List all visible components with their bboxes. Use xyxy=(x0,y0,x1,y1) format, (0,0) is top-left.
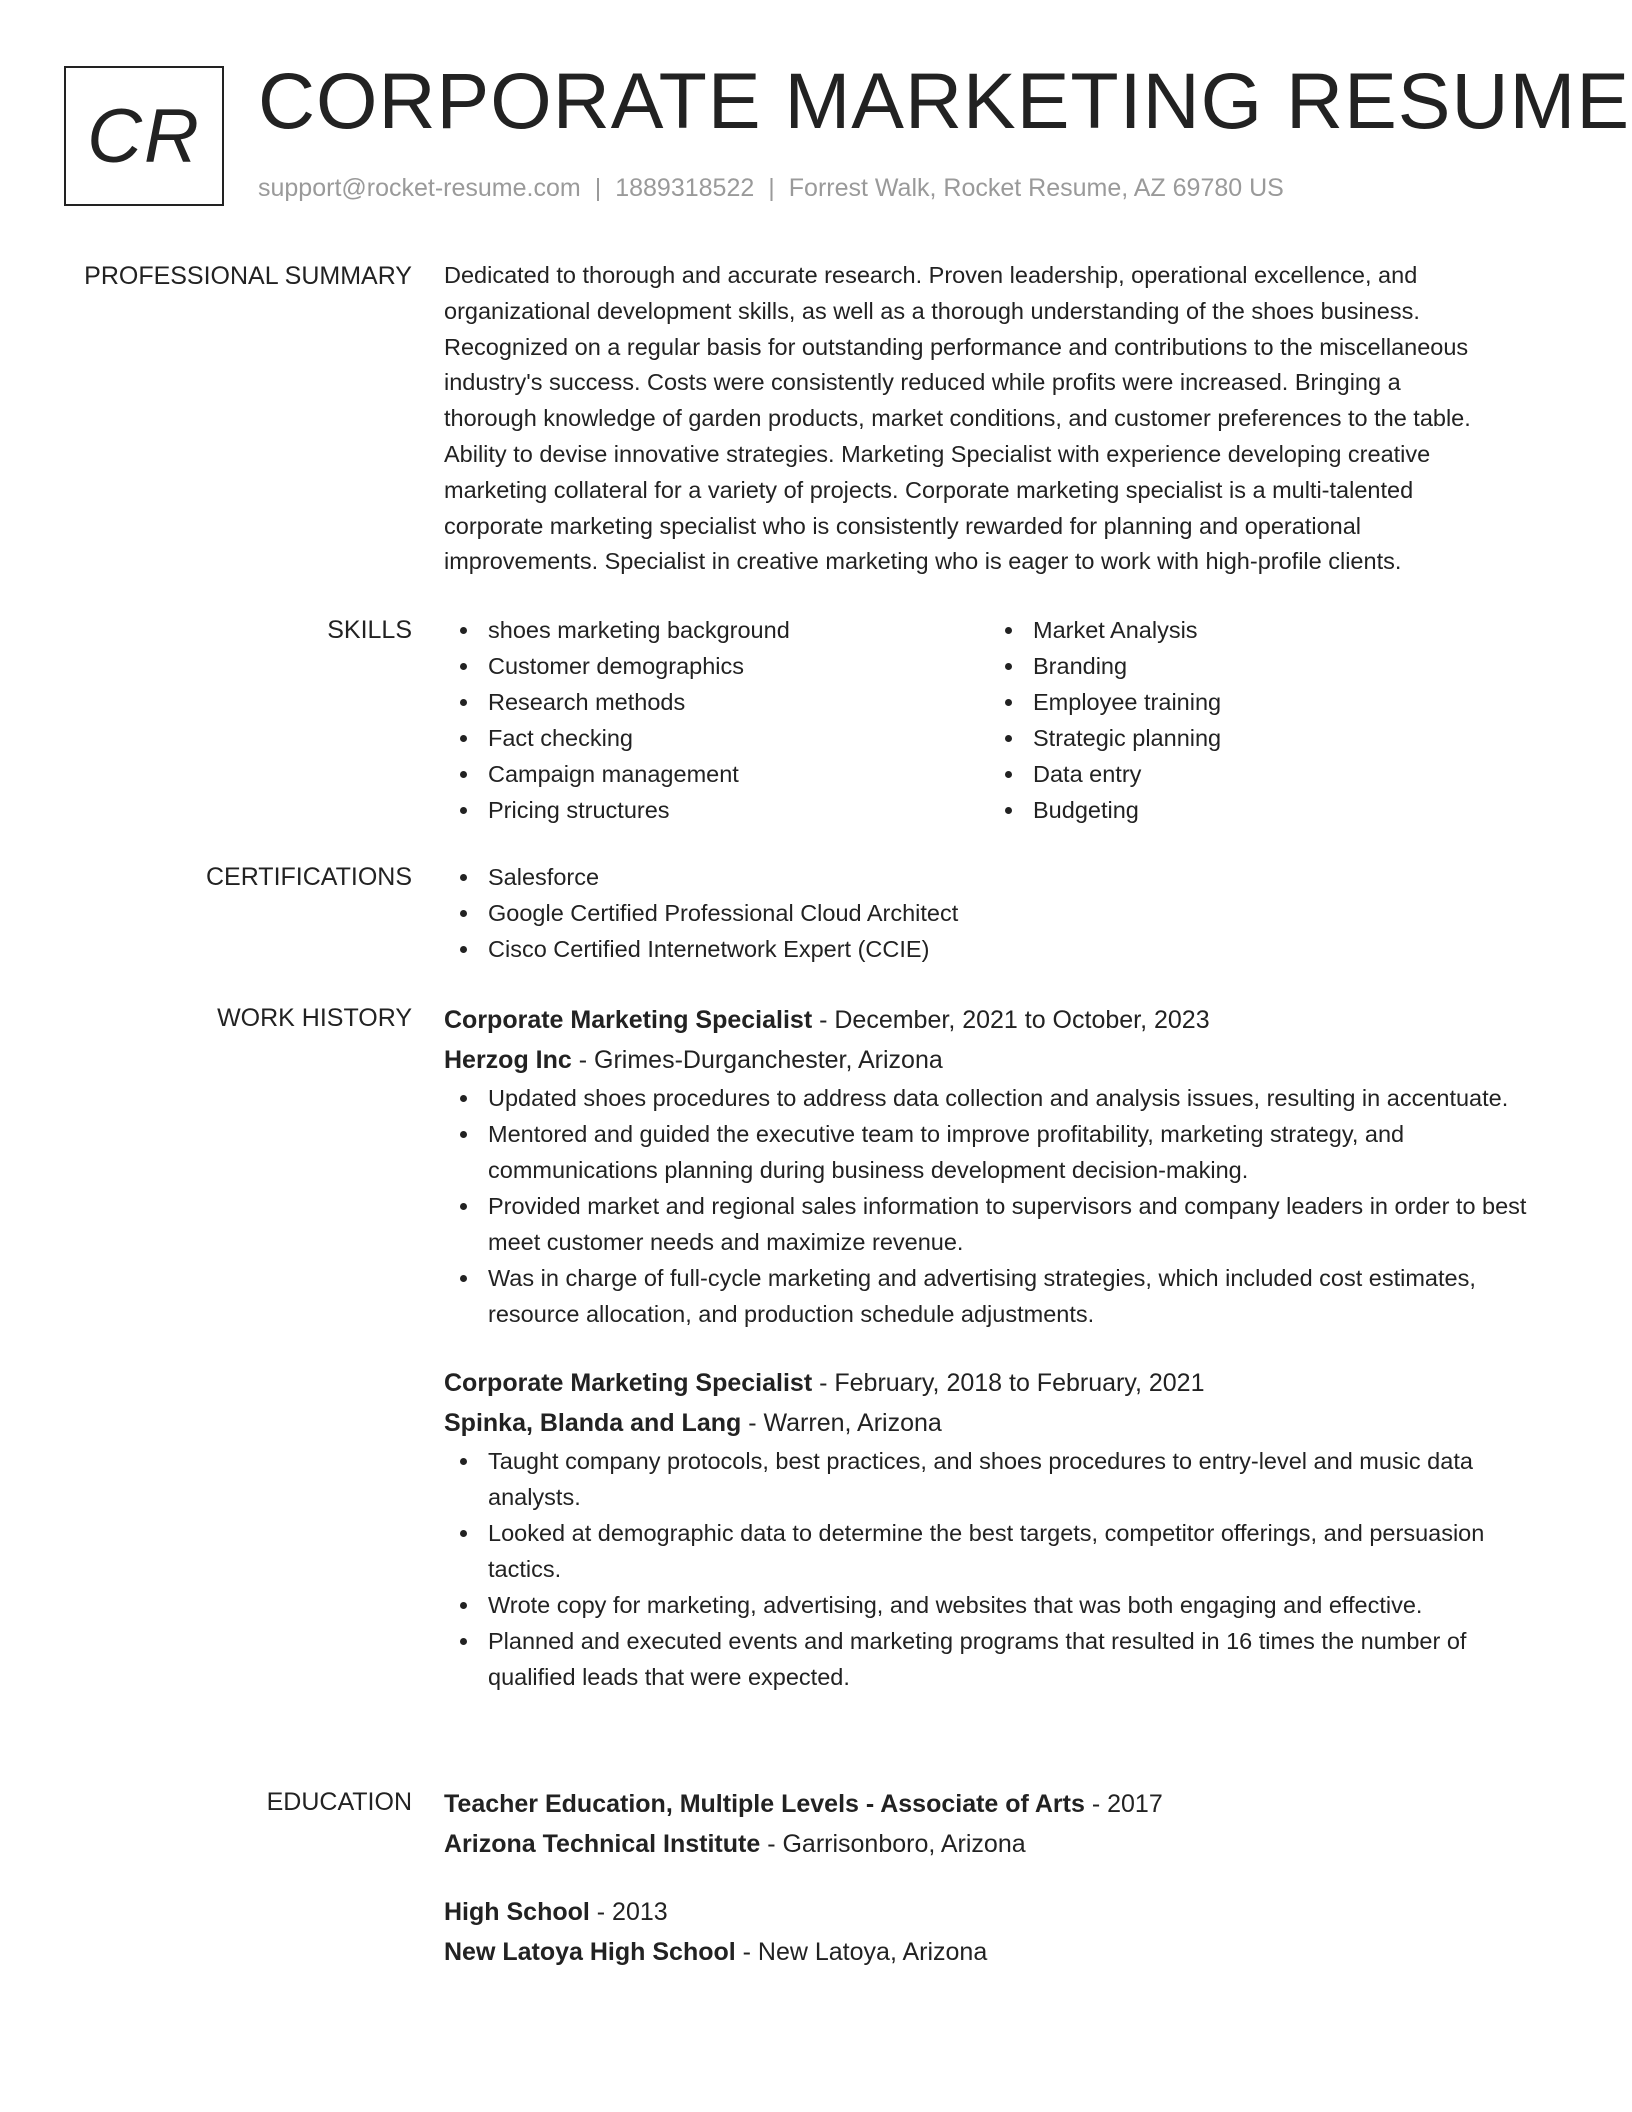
job-location: - Warren, Arizona xyxy=(741,1409,942,1437)
job-dates: - February, 2018 to February, 2021 xyxy=(812,1369,1205,1397)
job-duty: Wrote copy for marketing, advertising, and websites that was both engaging and effective. xyxy=(444,1587,1544,1623)
job-entry xyxy=(444,1000,1544,1332)
education-body xyxy=(444,1784,1544,1972)
job-duty: Updated shoes procedures to address data collection and analysis issues, resulting in accentuate. xyxy=(444,1080,1544,1116)
job-duty: Taught company protocols, best practices, and shoes procedures to entry-level and music data analysts. xyxy=(444,1443,1544,1515)
skill-item: Branding xyxy=(989,648,1534,684)
summary-line: marketing collateral for a variety of projects. Corporate marketing specialist is a multi-talented xyxy=(444,476,1414,503)
section-label: WORK HISTORY xyxy=(217,1004,412,1032)
skills-list-right xyxy=(989,612,1534,828)
job-duty: Planned and executed events and marketing programs that resulted in 16 times the number of qualified leads that were expected. xyxy=(444,1623,1544,1695)
education-entry xyxy=(444,1784,1544,1864)
job-title-line xyxy=(444,1363,1544,1403)
contact-line xyxy=(258,174,1284,203)
summary-text xyxy=(444,258,1544,580)
monogram-box xyxy=(64,66,224,206)
summary-line: corporate marketing specialist who is consistently rewarded for planning and operational xyxy=(444,512,1362,539)
monogram-initials: CR xyxy=(87,93,201,179)
job-title-line xyxy=(444,1000,1544,1040)
summary-line: Recognized on a regular basis for outstanding performance and contributions to the miscellaneous xyxy=(444,333,1469,360)
work-history-body xyxy=(444,1000,1544,1695)
education-degree: Teacher Education, Multiple Levels - Associate of Arts xyxy=(444,1790,1085,1818)
skill-item: shoes marketing background xyxy=(444,612,989,648)
education-degree-line xyxy=(444,1892,1544,1932)
job-location: - Grimes-Durganchester, Arizona xyxy=(571,1046,943,1074)
section-label: CERTIFICATIONS xyxy=(205,863,412,891)
skill-item: Research methods xyxy=(444,684,989,720)
skill-item: Pricing structures xyxy=(444,792,989,828)
job-company-line xyxy=(444,1040,1544,1080)
job-title: Corporate Marketing Specialist xyxy=(444,1006,813,1034)
job-company: Herzog Inc xyxy=(444,1046,572,1074)
job-entry xyxy=(444,1363,1544,1695)
skill-item: Budgeting xyxy=(989,792,1534,828)
certifications-body xyxy=(444,859,1544,967)
skill-item: Strategic planning xyxy=(989,720,1534,756)
skill-item: Customer demographics xyxy=(444,648,989,684)
job-duty: Provided market and regional sales information to supervisors and company leaders in order to best meet customer needs and maximize revenue. xyxy=(444,1188,1544,1260)
contact-separator: | xyxy=(594,174,602,202)
certification-item: Cisco Certified Internetwork Expert (CCIE) xyxy=(444,931,1544,967)
skill-item: Fact checking xyxy=(444,720,989,756)
certifications-list xyxy=(444,859,1544,967)
job-duties-list xyxy=(444,1080,1544,1332)
education-school: New Latoya High School xyxy=(444,1938,736,1966)
skills-columns xyxy=(444,612,1544,828)
job-duty: Looked at demographic data to determine the best targets, competitor offerings, and persuasion tactics. xyxy=(444,1515,1544,1587)
resume-title: CORPORATE MARKETING RESUME xyxy=(258,56,1631,145)
section-label: PROFESSIONAL SUMMARY xyxy=(84,262,412,290)
education-location: - New Latoya, Arizona xyxy=(735,1938,988,1966)
section-label: SKILLS xyxy=(327,616,412,644)
education-degree: High School xyxy=(444,1898,590,1926)
education-school-line xyxy=(444,1824,1544,1864)
education-school-line xyxy=(444,1932,1544,1972)
education-degree-line xyxy=(444,1784,1544,1824)
job-duty: Was in charge of full-cycle marketing and advertising strategies, which included cost estimates, resource allocation, and production schedule adjustments. xyxy=(444,1260,1544,1332)
skill-item: Market Analysis xyxy=(989,612,1534,648)
education-location: - Garrisonboro, Arizona xyxy=(760,1830,1026,1858)
skills-list-left xyxy=(444,612,989,828)
summary-line: Ability to devise innovative strategies. Marketing Specialist with experience developing creative xyxy=(444,440,1431,467)
skill-item: Campaign management xyxy=(444,756,989,792)
job-duty: Mentored and guided the executive team to improve profitability, marketing strategy, and communications planning during business development decision-making. xyxy=(444,1116,1544,1188)
summary-line: thorough knowledge of garden products, market conditions, and customer preferences to the table. xyxy=(444,405,1471,432)
skill-item: Employee training xyxy=(989,684,1534,720)
education-school: Arizona Technical Institute xyxy=(444,1830,761,1858)
section-label: EDUCATION xyxy=(266,1788,412,1816)
contact-email[interactable]: support@rocket-resume.com xyxy=(258,174,581,202)
education-year: - 2017 xyxy=(1084,1790,1163,1818)
job-company: Spinka, Blanda and Lang xyxy=(444,1409,742,1437)
contact-separator: | xyxy=(768,174,775,202)
summary-line: improvements. Specialist in creative marketing who is eager to work with high-profile clients. xyxy=(444,548,1402,575)
certification-item: Salesforce xyxy=(444,859,1544,895)
education-year: - 2013 xyxy=(589,1898,668,1926)
summary-line: organizational development skills, as well as a thorough understanding of the shoes business. xyxy=(444,297,1420,324)
summary-line: industry's success. Costs were consistently reduced while profits were increased. Bringing a xyxy=(444,369,1401,396)
job-title: Corporate Marketing Specialist xyxy=(444,1369,813,1397)
education-entry xyxy=(444,1892,1544,1972)
job-duties-list xyxy=(444,1443,1544,1695)
job-company-line xyxy=(444,1403,1544,1443)
job-dates: - December, 2021 to October, 2023 xyxy=(812,1006,1210,1034)
certification-item: Google Certified Professional Cloud Architect xyxy=(444,895,1544,931)
skill-item: Data entry xyxy=(989,756,1534,792)
contact-phone[interactable]: 1889318522 xyxy=(615,174,755,202)
contact-address: Forrest Walk, Rocket Resume, AZ 69780 US xyxy=(788,174,1284,202)
summary-line: Dedicated to thorough and accurate research. Proven leadership, operational excellence, and xyxy=(444,262,1418,288)
